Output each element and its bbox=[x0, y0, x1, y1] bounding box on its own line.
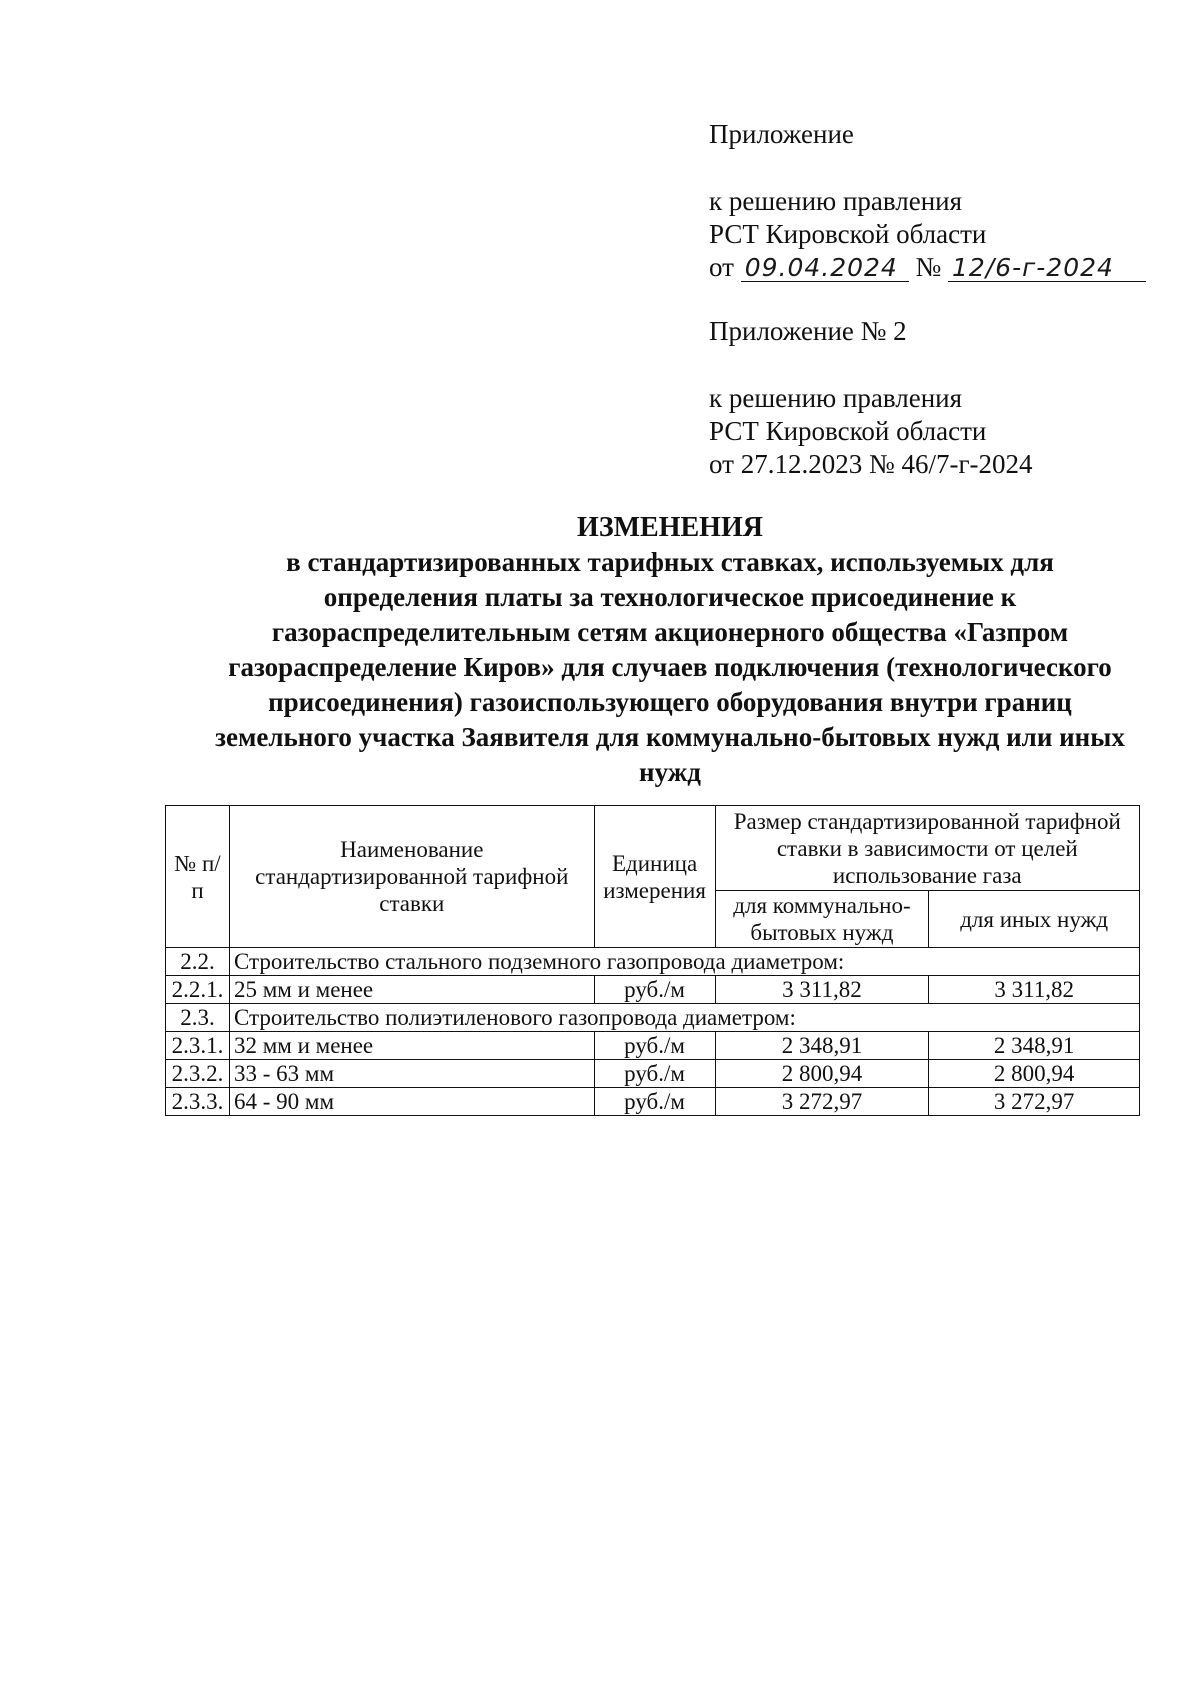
appendix-title: Приложение bbox=[709, 119, 854, 149]
table-row bbox=[166, 976, 1140, 1004]
row-household-value: 3 311,82 bbox=[715, 976, 929, 1004]
row-household-value: 3 272,97 bbox=[715, 1088, 929, 1116]
title-line: газораспределение Киров» для случаев подключения (технологического bbox=[228, 652, 1112, 682]
header-size-group: Размер стандартизированной тарифной ставки в зависимости от целей использование газа bbox=[715, 806, 1139, 891]
appendix-heading bbox=[709, 118, 854, 151]
decision-date-line bbox=[709, 251, 1146, 284]
table-header-row bbox=[166, 806, 1140, 891]
section-row bbox=[166, 1004, 1140, 1032]
table-row bbox=[166, 1088, 1140, 1116]
decision-date-line-2: от 27.12.2023 № 46/7-г-2024 bbox=[709, 449, 1033, 479]
section-title: Строительство полиэтиленового газопровода диаметром: bbox=[229, 1004, 1139, 1032]
handwritten-number: 12/6-г-2024 bbox=[948, 255, 1146, 282]
row-household-value: 2 800,94 bbox=[715, 1060, 929, 1088]
title-line: земельного участка Заявителя для коммунально-бытовых нужд или иных bbox=[215, 722, 1125, 752]
table-row bbox=[166, 1060, 1140, 1088]
row-num: 2.2.1. bbox=[166, 976, 230, 1004]
organization-line-2: РСТ Кировской области bbox=[709, 416, 987, 446]
current-decision-reference bbox=[709, 185, 1146, 284]
row-other-value: 2 800,94 bbox=[929, 1060, 1140, 1088]
row-name: 25 мм и менее bbox=[229, 976, 594, 1004]
row-other-value: 3 311,82 bbox=[929, 976, 1140, 1004]
section-num: 2.2. bbox=[166, 948, 230, 976]
row-num: 2.3.3. bbox=[166, 1088, 230, 1116]
appendix-2-title: Приложение № 2 bbox=[709, 316, 907, 346]
title-main: ИЗМЕНЕНИЯ bbox=[577, 512, 763, 543]
row-other-value: 2 348,91 bbox=[929, 1032, 1140, 1060]
header-num: № п/п bbox=[166, 806, 230, 948]
header-household: для коммунально-бытовых нужд bbox=[715, 891, 929, 948]
row-unit: руб./м bbox=[594, 1032, 715, 1060]
row-unit: руб./м bbox=[594, 1088, 715, 1116]
header-other: для иных нужд bbox=[929, 891, 1140, 948]
row-unit: руб./м bbox=[594, 1060, 715, 1088]
row-name: 64 - 90 мм bbox=[229, 1088, 594, 1116]
number-sign: № bbox=[915, 252, 942, 282]
section-row bbox=[166, 948, 1140, 976]
row-num: 2.3.2. bbox=[166, 1060, 230, 1088]
row-name: 33 - 63 мм bbox=[229, 1060, 594, 1088]
header-unit: Единица измерения bbox=[594, 806, 715, 948]
row-household-value: 2 348,91 bbox=[715, 1032, 929, 1060]
from-word: от bbox=[709, 252, 734, 282]
previous-decision-reference bbox=[709, 382, 1033, 481]
to-decision-line-2: к решению правления bbox=[709, 383, 963, 413]
section-num: 2.3. bbox=[166, 1004, 230, 1032]
organization-line: РСТ Кировской области bbox=[709, 219, 987, 249]
title-line: нужд bbox=[639, 757, 701, 787]
row-name: 32 мм и менее bbox=[229, 1032, 594, 1060]
title-line: определения платы за технологическое присоединение к bbox=[323, 582, 1017, 612]
title-line: газораспределительным сетям акционерного общества «Газпром bbox=[271, 617, 1069, 647]
row-other-value: 3 272,97 bbox=[929, 1088, 1140, 1116]
to-decision-line: к решению правления bbox=[709, 186, 963, 216]
title-line: в стандартизированных тарифных ставках, используемых для bbox=[286, 547, 1054, 577]
document-title bbox=[170, 510, 1170, 790]
title-line: присоединения) газоиспользующего оборудования внутри границ bbox=[268, 687, 1072, 717]
header-name: Наименование стандартизированной тарифной ставки bbox=[229, 806, 594, 948]
row-num: 2.3.1. bbox=[166, 1032, 230, 1060]
section-title: Строительство стального подземного газопровода диаметром: bbox=[229, 948, 1139, 976]
tariff-table bbox=[165, 805, 1140, 1116]
appendix-2-heading bbox=[709, 315, 907, 348]
row-unit: руб./м bbox=[594, 976, 715, 1004]
table-row bbox=[166, 1032, 1140, 1060]
handwritten-date: 09.04.2024 bbox=[741, 255, 909, 282]
